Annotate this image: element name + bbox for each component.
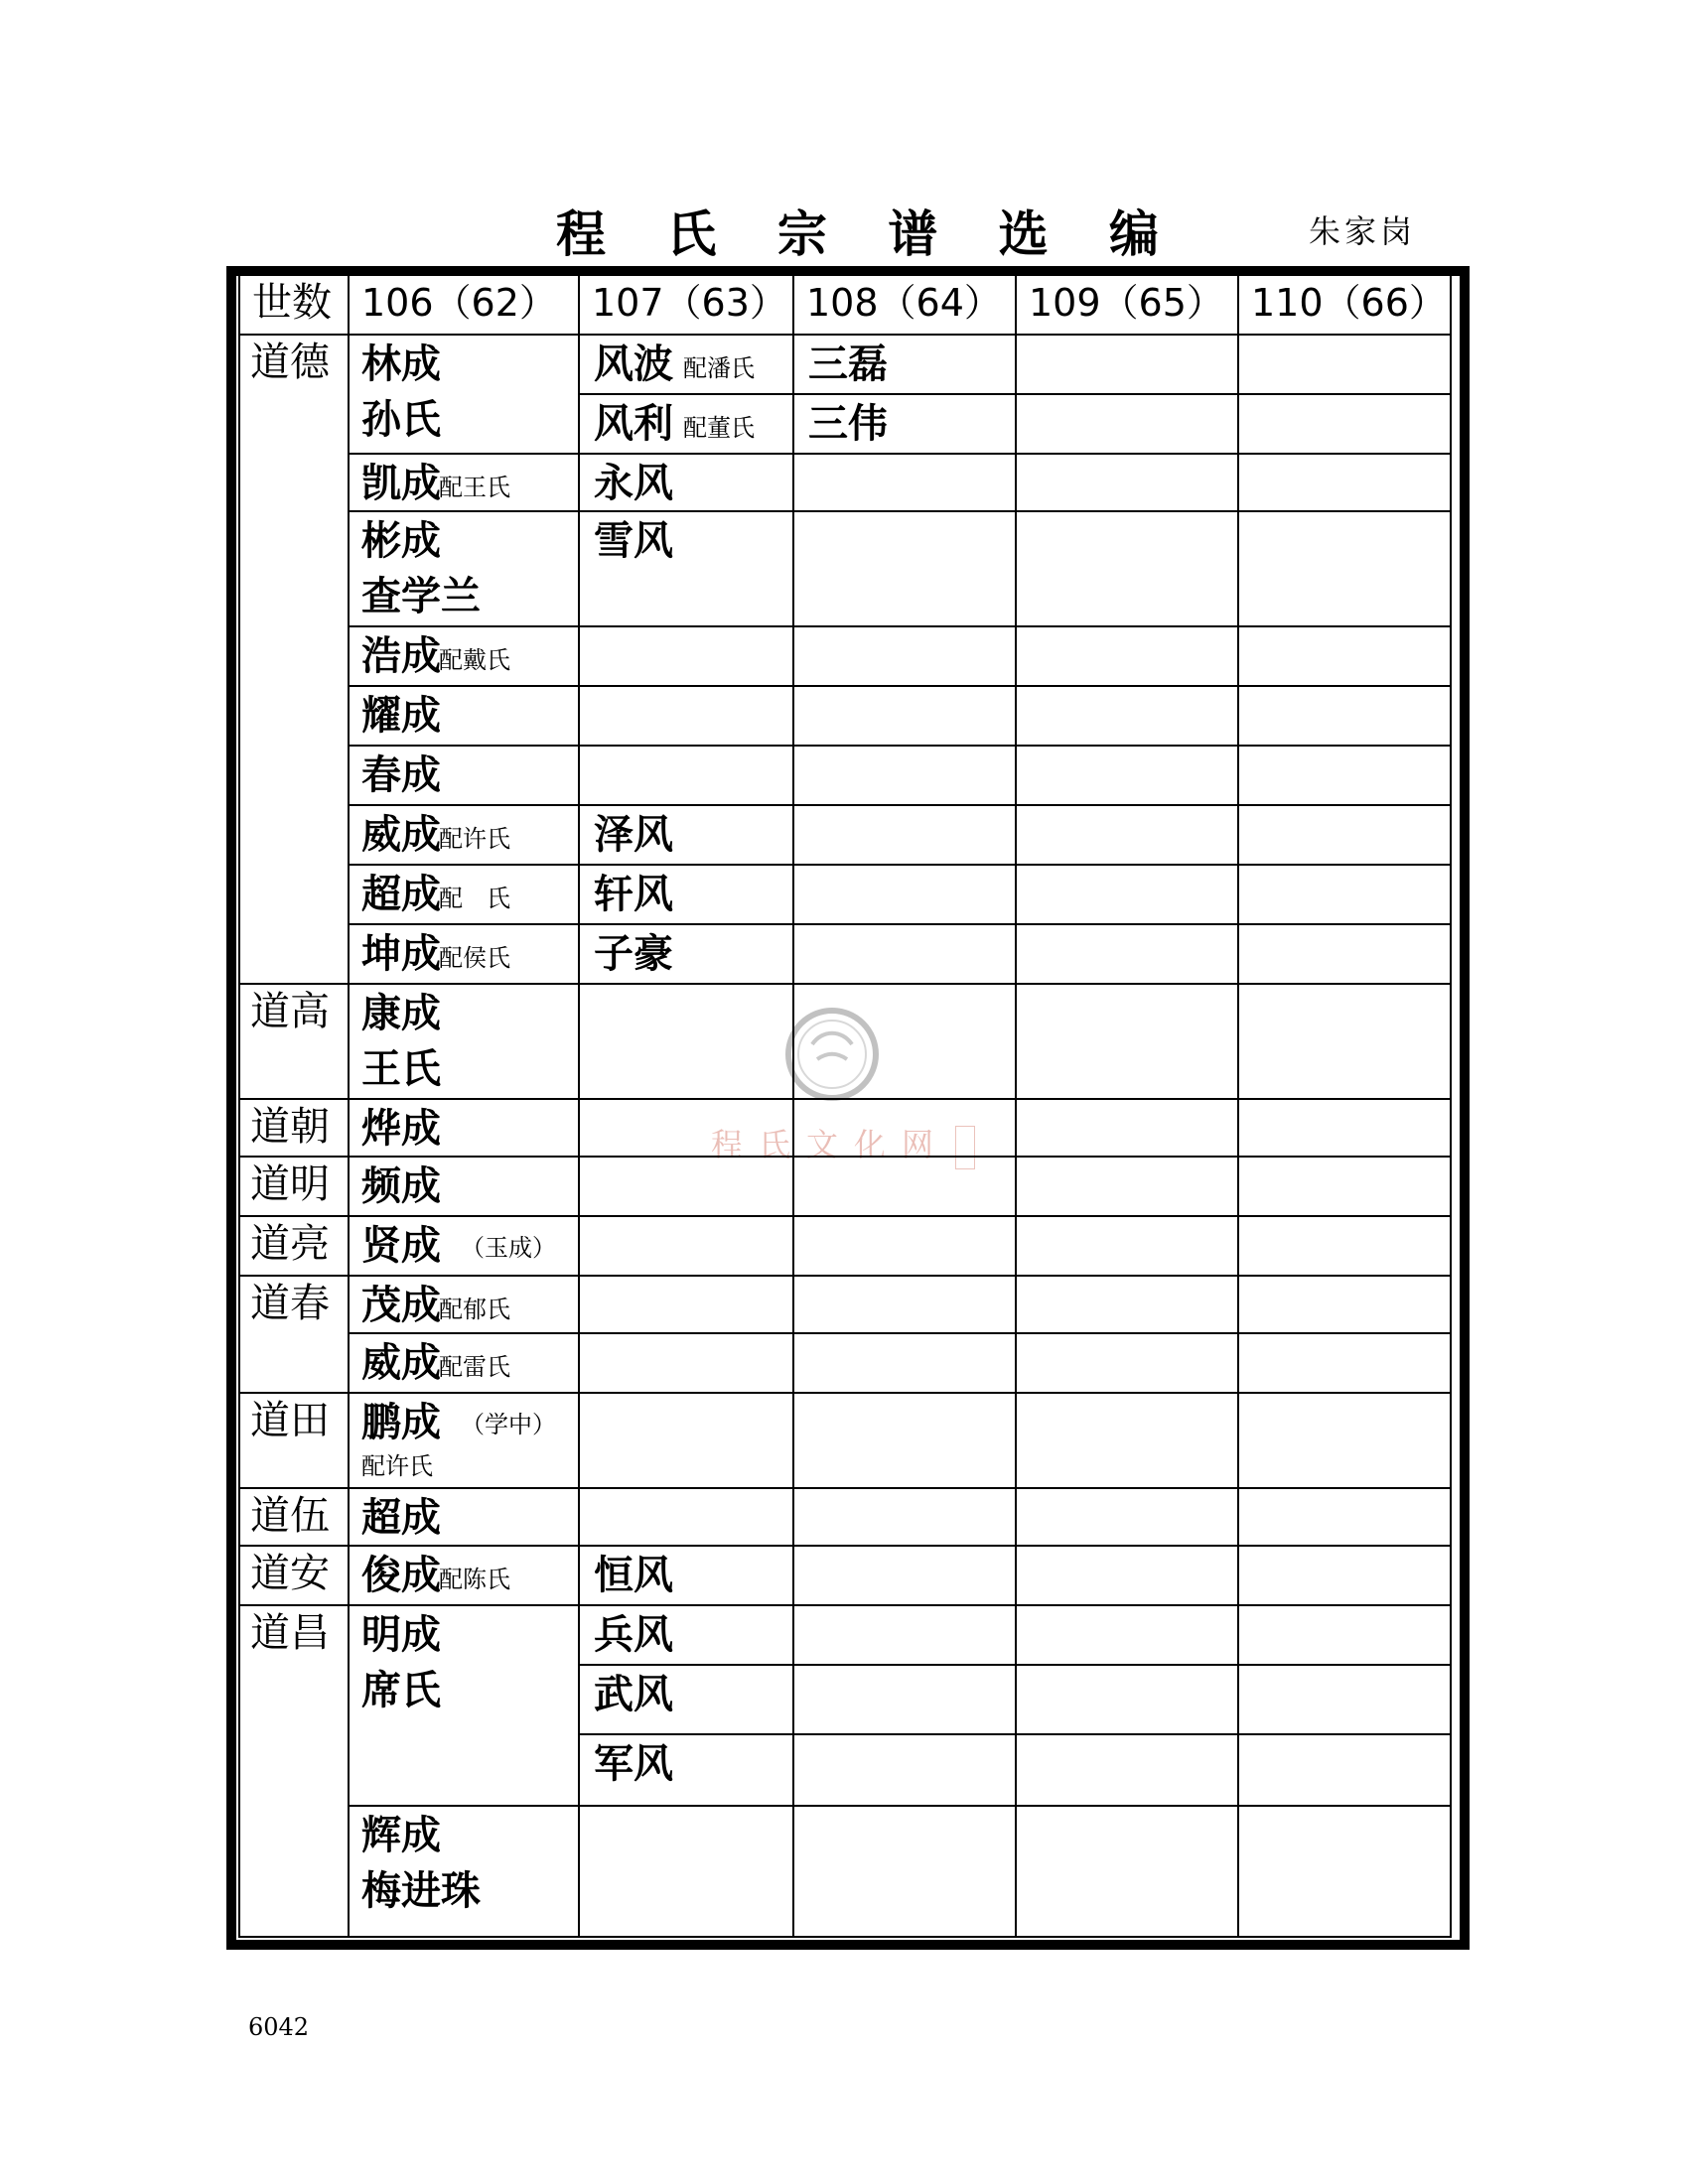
empty-cell [1237, 1545, 1450, 1604]
empty-cell [792, 745, 1015, 804]
member-note: （玉成） [461, 1234, 556, 1262]
son-cell [578, 510, 792, 625]
empty-cell [1237, 864, 1450, 923]
son-name: 武风 [594, 1672, 673, 1717]
grandson-cell [792, 510, 1015, 625]
header-label: 110（66） [1251, 281, 1447, 325]
son-cell [578, 453, 792, 510]
member-name: 威成 [361, 812, 441, 858]
father-name: 道昌 [250, 1610, 330, 1656]
member-cell [348, 983, 578, 1098]
empty-cell [1015, 1275, 1237, 1332]
member-name: 贤成 [361, 1223, 441, 1269]
empty-cell [578, 745, 792, 804]
grandson-cell [792, 334, 1015, 393]
page-number: 6042 [248, 2013, 310, 2041]
empty-cell [792, 1098, 1015, 1156]
empty-cell [1015, 1604, 1237, 1664]
empty-cell [578, 685, 792, 745]
empty-cell [1015, 1332, 1237, 1392]
empty-cell [1015, 625, 1237, 685]
empty-cell [792, 1332, 1015, 1392]
member-name: 康成 [361, 991, 441, 1036]
empty-cell [578, 625, 792, 685]
member-cell [348, 864, 578, 923]
empty-cell [1237, 625, 1450, 685]
father-cell [240, 1392, 348, 1487]
son-cell [578, 1664, 792, 1733]
son-name: 雪风 [594, 518, 673, 564]
spouse-label: 配许氏 [361, 1452, 433, 1480]
member-second-line: 梅进珠 [361, 1868, 481, 1914]
member-cell [348, 1156, 578, 1215]
empty-cell [1237, 1392, 1450, 1487]
empty-cell [1015, 393, 1237, 453]
empty-cell [1237, 1805, 1450, 1936]
son-spouse-label: 配董氏 [683, 414, 755, 442]
member-cell [348, 334, 578, 453]
member-name: 频成 [361, 1163, 441, 1209]
empty-cell [792, 1156, 1015, 1215]
member-cell [348, 1604, 578, 1805]
son-cell [578, 393, 792, 453]
member-name: 鹏成 [361, 1400, 441, 1445]
member-cell [348, 1332, 578, 1392]
header-gen-5 [1237, 276, 1450, 334]
watermark-site-name: 程氏文化网 [711, 1126, 950, 1163]
father-name: 道安 [250, 1551, 330, 1596]
empty-cell [792, 1215, 1015, 1275]
empty-cell [1237, 1275, 1450, 1332]
son-name: 轩风 [594, 872, 673, 917]
grandson-cell [792, 923, 1015, 983]
empty-cell [792, 1487, 1015, 1545]
son-name: 子豪 [594, 931, 673, 977]
empty-cell [1237, 1733, 1450, 1805]
father-name: 道田 [250, 1398, 330, 1443]
empty-cell [578, 1156, 792, 1215]
member-cell [348, 745, 578, 804]
member-cell [348, 1215, 578, 1275]
member-second-line: 王氏 [361, 1046, 441, 1092]
father-cell [240, 1098, 348, 1156]
son-name: 兵风 [594, 1612, 673, 1658]
son-cell [578, 804, 792, 864]
empty-cell [1237, 804, 1450, 864]
empty-cell [1015, 1156, 1237, 1215]
father-name: 道伍 [250, 1493, 330, 1539]
grandson-cell [792, 804, 1015, 864]
father-name: 道高 [250, 989, 330, 1034]
son-name: 风波 [594, 341, 673, 387]
member-name: 浩成 [361, 633, 441, 679]
member-cell [348, 1275, 578, 1332]
member-cell [348, 510, 578, 625]
member-name: 坤成 [361, 931, 441, 977]
grandson-cell [792, 1604, 1015, 1664]
member-cell [348, 625, 578, 685]
grandson-cell [792, 453, 1015, 510]
father-cell [240, 334, 348, 983]
member-cell [348, 804, 578, 864]
member-name: 彬成 [361, 518, 441, 564]
header-label: 108（64） [806, 281, 1002, 325]
member-cell [348, 685, 578, 745]
father-cell [240, 1604, 348, 1936]
empty-cell [1237, 1332, 1450, 1392]
empty-cell [792, 1392, 1015, 1487]
father-name: 道德 [250, 340, 330, 385]
empty-cell [1237, 1098, 1450, 1156]
empty-cell [1015, 923, 1237, 983]
member-second-line: 孙氏 [361, 397, 441, 443]
father-cell [240, 1487, 348, 1545]
empty-cell [1237, 1604, 1450, 1664]
member-cell [348, 453, 578, 510]
empty-cell [578, 983, 792, 1098]
spouse-label: 配戴氏 [439, 646, 510, 674]
son-cell [578, 1604, 792, 1664]
empty-cell [1015, 864, 1237, 923]
empty-cell [1015, 1487, 1237, 1545]
place-name: 朱家岗 [1309, 212, 1417, 250]
spouse-label: 配 氏 [439, 885, 510, 912]
empty-cell [578, 1392, 792, 1487]
empty-cell [1237, 1664, 1450, 1733]
father-cell [240, 1275, 348, 1392]
header-gen-2 [578, 276, 792, 334]
empty-cell [792, 1275, 1015, 1332]
empty-cell [792, 983, 1015, 1098]
empty-cell [578, 1275, 792, 1332]
spouse-label: 配王氏 [439, 474, 510, 501]
grandson-cell [792, 864, 1015, 923]
member-name: 威成 [361, 1340, 441, 1386]
empty-cell [1015, 745, 1237, 804]
member-cell [348, 1487, 578, 1545]
member-cell [348, 1392, 578, 1487]
member-second-line: 席氏 [361, 1668, 441, 1713]
empty-cell [1015, 1545, 1237, 1604]
empty-cell [578, 1332, 792, 1392]
son-cell [578, 1545, 792, 1604]
empty-cell [1015, 1392, 1237, 1487]
father-cell [240, 1156, 348, 1215]
empty-cell [578, 1098, 792, 1156]
empty-cell [1237, 453, 1450, 510]
empty-cell [1237, 923, 1450, 983]
member-name: 烨成 [361, 1106, 441, 1152]
empty-cell [1015, 453, 1237, 510]
member-name: 耀成 [361, 693, 441, 739]
member-name: 林成 [361, 341, 441, 387]
grandson-name: 三磊 [808, 341, 888, 387]
empty-cell [1237, 1156, 1450, 1215]
empty-cell [578, 1805, 792, 1936]
father-cell [240, 1545, 348, 1604]
son-name: 风利 [594, 401, 673, 447]
empty-cell [1015, 1215, 1237, 1275]
empty-cell [792, 1805, 1015, 1936]
header-gen-3 [792, 276, 1015, 334]
member-cell [348, 923, 578, 983]
grandson-cell [792, 1545, 1015, 1604]
empty-cell [792, 625, 1015, 685]
header-label: 106（62） [361, 281, 557, 325]
spouse-label: 配许氏 [439, 825, 510, 853]
empty-cell [1015, 1733, 1237, 1805]
member-name: 超成 [361, 1495, 441, 1541]
son-cell [578, 923, 792, 983]
page-title: 程 氏 宗 谱 选 编 [556, 205, 1182, 263]
spouse-label: 配雷氏 [439, 1353, 510, 1381]
empty-cell [1237, 983, 1450, 1098]
member-name: 春成 [361, 752, 441, 798]
empty-cell [1237, 334, 1450, 393]
spouse-label: 配侯氏 [439, 944, 510, 972]
empty-cell [1015, 1664, 1237, 1733]
header-gen-4 [1015, 276, 1237, 334]
grandson-cell [792, 1733, 1015, 1805]
son-cell [578, 334, 792, 393]
member-name: 俊成 [361, 1553, 441, 1598]
member-name: 辉成 [361, 1813, 441, 1858]
empty-cell [1015, 1098, 1237, 1156]
empty-cell [1015, 510, 1237, 625]
empty-cell [1015, 804, 1237, 864]
member-cell [348, 1545, 578, 1604]
member-name: 明成 [361, 1612, 441, 1658]
empty-cell [792, 685, 1015, 745]
son-name: 永风 [594, 461, 673, 506]
header-label: 107（63） [592, 281, 787, 325]
member-name: 超成 [361, 872, 441, 917]
grandson-cell [792, 393, 1015, 453]
empty-cell [1237, 393, 1450, 453]
header-label: 世数 [252, 280, 332, 326]
empty-cell [1015, 685, 1237, 745]
member-name: 凯成 [361, 461, 441, 506]
empty-cell [1237, 1487, 1450, 1545]
empty-cell [1015, 983, 1237, 1098]
father-name: 道朝 [250, 1104, 330, 1150]
spouse-label: 配郁氏 [439, 1296, 510, 1323]
son-name: 泽风 [594, 812, 673, 858]
father-name: 道春 [250, 1281, 330, 1326]
father-name: 道亮 [250, 1221, 330, 1267]
member-name: 茂成 [361, 1283, 441, 1328]
member-cell [348, 1098, 578, 1156]
empty-cell [1237, 685, 1450, 745]
empty-cell [1015, 334, 1237, 393]
grandson-cell [792, 1664, 1015, 1733]
header-gen-1 [348, 276, 578, 334]
header-generation [240, 276, 348, 334]
empty-cell [1237, 745, 1450, 804]
father-cell [240, 983, 348, 1098]
empty-cell [1015, 1805, 1237, 1936]
header-label: 109（65） [1029, 281, 1224, 325]
member-cell [348, 1805, 578, 1936]
father-cell [240, 1215, 348, 1275]
empty-cell [1237, 1215, 1450, 1275]
empty-cell [578, 1487, 792, 1545]
son-cell [578, 1733, 792, 1805]
son-spouse-label: 配潘氏 [683, 354, 755, 382]
father-name: 道明 [250, 1161, 330, 1207]
son-name: 恒风 [594, 1553, 673, 1598]
son-name: 军风 [594, 1741, 673, 1787]
empty-cell [1237, 510, 1450, 625]
spouse-label: 配陈氏 [439, 1566, 510, 1593]
grandson-name: 三伟 [808, 401, 888, 447]
member-second-line: 查学兰 [361, 574, 481, 619]
son-cell [578, 864, 792, 923]
member-note: （学中） [461, 1411, 556, 1438]
empty-cell [578, 1215, 792, 1275]
